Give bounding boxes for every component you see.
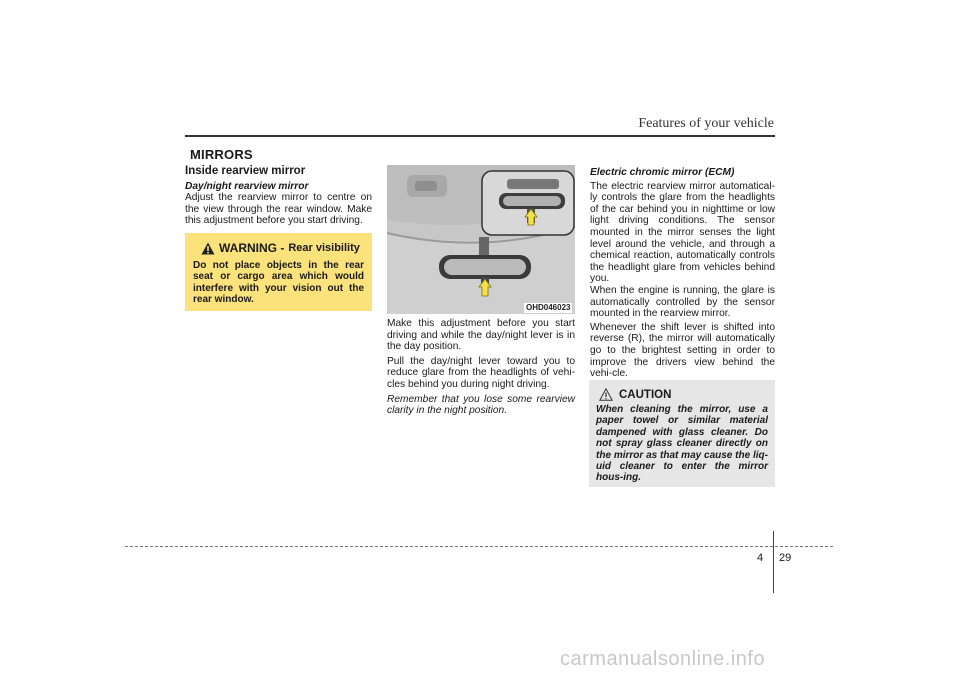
warning-label: WARNING -: [219, 241, 285, 255]
caution-triangle-icon: [599, 388, 613, 401]
subsection-heading: Inside rearview mirror: [185, 165, 306, 177]
paragraph-day-position: Make this adjustment before you start driving and while the day/night lever is in the day position.: [387, 318, 575, 353]
column-3: [590, 167, 775, 380]
page-number: 29: [779, 552, 792, 564]
chapter-number: 4: [757, 552, 764, 564]
caution-text: When cleaning the mirror, use a paper towel or similar material dampened with glass cleaner. Do not spray glass cleaner directly on the mirror as that may cause the liq-uid cleaner to enter the mirror hous-ing.: [596, 404, 768, 484]
column-2: [387, 318, 575, 417]
rearview-mirror-illustration: [387, 165, 575, 314]
running-header: Features of your vehicle: [638, 116, 774, 131]
topic-heading: Day/night rearview mirror: [185, 180, 309, 192]
watermark: carmanualsonline.info: [560, 648, 766, 670]
caution-heading: [599, 388, 768, 401]
warning-heading: [201, 241, 364, 255]
paragraph-night-note: Remember that you lose some rearview clarity in the night position.: [387, 393, 575, 417]
warning-topic: Rear visibility: [288, 242, 360, 254]
ecm-paragraph-2: When the engine is running, the glare is automatically controlled by the sensor mounted in the rearview mirror.: [590, 284, 775, 320]
paragraph-night-lever: Pull the day/night lever toward you to reduce glare from the headlights of vehi-cles behind you during night driving.: [387, 355, 575, 390]
intro-paragraph: Adjust the rearview mirror to centre on the view through the rear window. Make this adjustment before you start driving.: [185, 192, 372, 227]
warning-text: Do not place objects in the rear seat or cargo area which would interfere with your vision out the rear window.: [193, 260, 364, 306]
ecm-paragraph-3: Whenever the shift lever is shifted into reverse (R), the mirror will automatically go to the brightest setting in order to improve the drivers view behind the vehi-cle.: [590, 321, 775, 380]
footer-dashed-rule: [125, 546, 833, 547]
header-rule: [185, 135, 775, 137]
section-title: MIRRORS: [190, 147, 253, 162]
caution-box: [589, 380, 775, 487]
warning-triangle-icon: [201, 242, 215, 255]
caution-label: CAUTION: [619, 388, 672, 401]
column-1: [185, 166, 372, 227]
figure-code: OHD046023: [526, 303, 571, 312]
footer-divider: [773, 531, 774, 593]
ecm-paragraph-1: The electric rearview mirror automatical-ly controls the glare from the headlights of the car behind you in nighttime or low light driving conditions. The sensor mounted in the mirror senses the light level around the vehicle, and through a chemical reaction, automatically controls the headlight glare from vehicles behind you.: [590, 180, 775, 285]
warning-box: [185, 233, 372, 311]
ecm-heading: Electric chromic mirror (ECM): [590, 167, 735, 178]
